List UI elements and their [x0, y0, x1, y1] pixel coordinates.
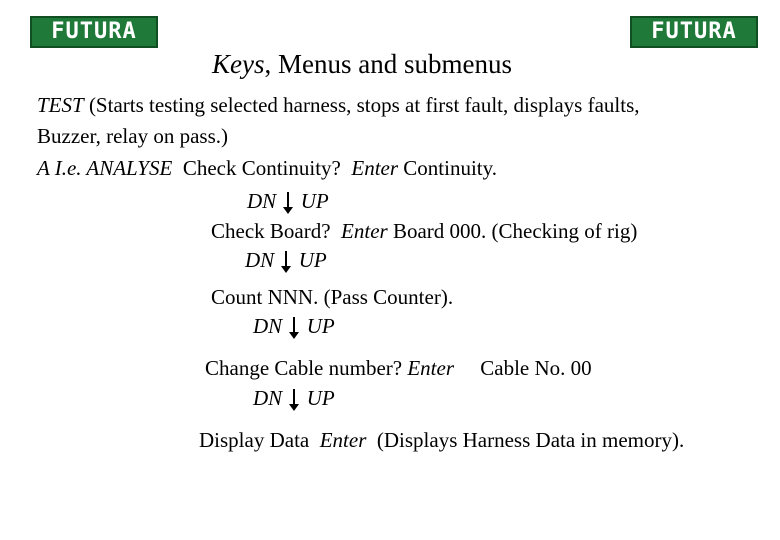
up-key: UP — [306, 386, 335, 410]
enter-key: Enter — [407, 356, 455, 380]
logo-text: FUTURA — [51, 19, 137, 44]
dn-key: DN — [253, 386, 283, 410]
continuity-prompt: Check Continuity? — [182, 156, 341, 180]
logo-text: FUTURA — [651, 19, 737, 44]
down-arrow-icon — [281, 191, 295, 215]
dn-key: DN — [253, 314, 283, 338]
dn-key: DN — [245, 248, 275, 272]
board-result: Board 000. (Checking of rig) — [387, 219, 638, 243]
enter-key: Enter — [351, 156, 399, 180]
cable-prompt: Change Cable number? — [205, 356, 403, 380]
display-line — [199, 428, 684, 453]
test-line-2: Buzzer, relay on pass.) — [37, 124, 228, 148]
nav-row-4 — [253, 386, 335, 412]
continuity-result: Continuity. — [398, 156, 498, 180]
enter-key: Enter — [341, 219, 388, 243]
nav-row-2 — [245, 248, 327, 274]
count-line: Count NNN. (Pass Counter). — [211, 285, 454, 309]
up-key: UP — [306, 314, 335, 338]
test-key: TEST — [37, 93, 84, 117]
title-keys: Keys — [212, 49, 265, 79]
up-key: UP — [300, 189, 329, 213]
down-arrow-icon — [287, 316, 301, 340]
cable-result: Cable No. 00 — [480, 356, 592, 380]
analyse-line — [37, 156, 497, 181]
test-desc: (Starts testing selected harness, stops at first fault, displays faults, — [83, 93, 640, 117]
dn-key: DN — [247, 189, 277, 213]
test-line-1 — [37, 93, 640, 118]
page-title — [212, 49, 512, 80]
enter-key: Enter — [319, 428, 367, 452]
board-prompt: Check Board? — [211, 219, 331, 243]
nav-row-1 — [247, 189, 329, 215]
nav-row-3 — [253, 314, 335, 340]
board-line — [211, 219, 637, 244]
down-arrow-icon — [287, 388, 301, 412]
futura-logo-right — [630, 16, 758, 48]
up-key: UP — [298, 248, 327, 272]
analyse-key: A I.e. ANALYSE — [37, 156, 173, 180]
down-arrow-icon — [279, 250, 293, 274]
cable-line — [205, 356, 592, 381]
title-rest: , Menus and submenus — [264, 49, 512, 79]
display-prompt: Display Data — [199, 428, 310, 452]
futura-logo-left — [30, 16, 158, 48]
display-result: (Displays Harness Data in memory). — [376, 428, 685, 452]
